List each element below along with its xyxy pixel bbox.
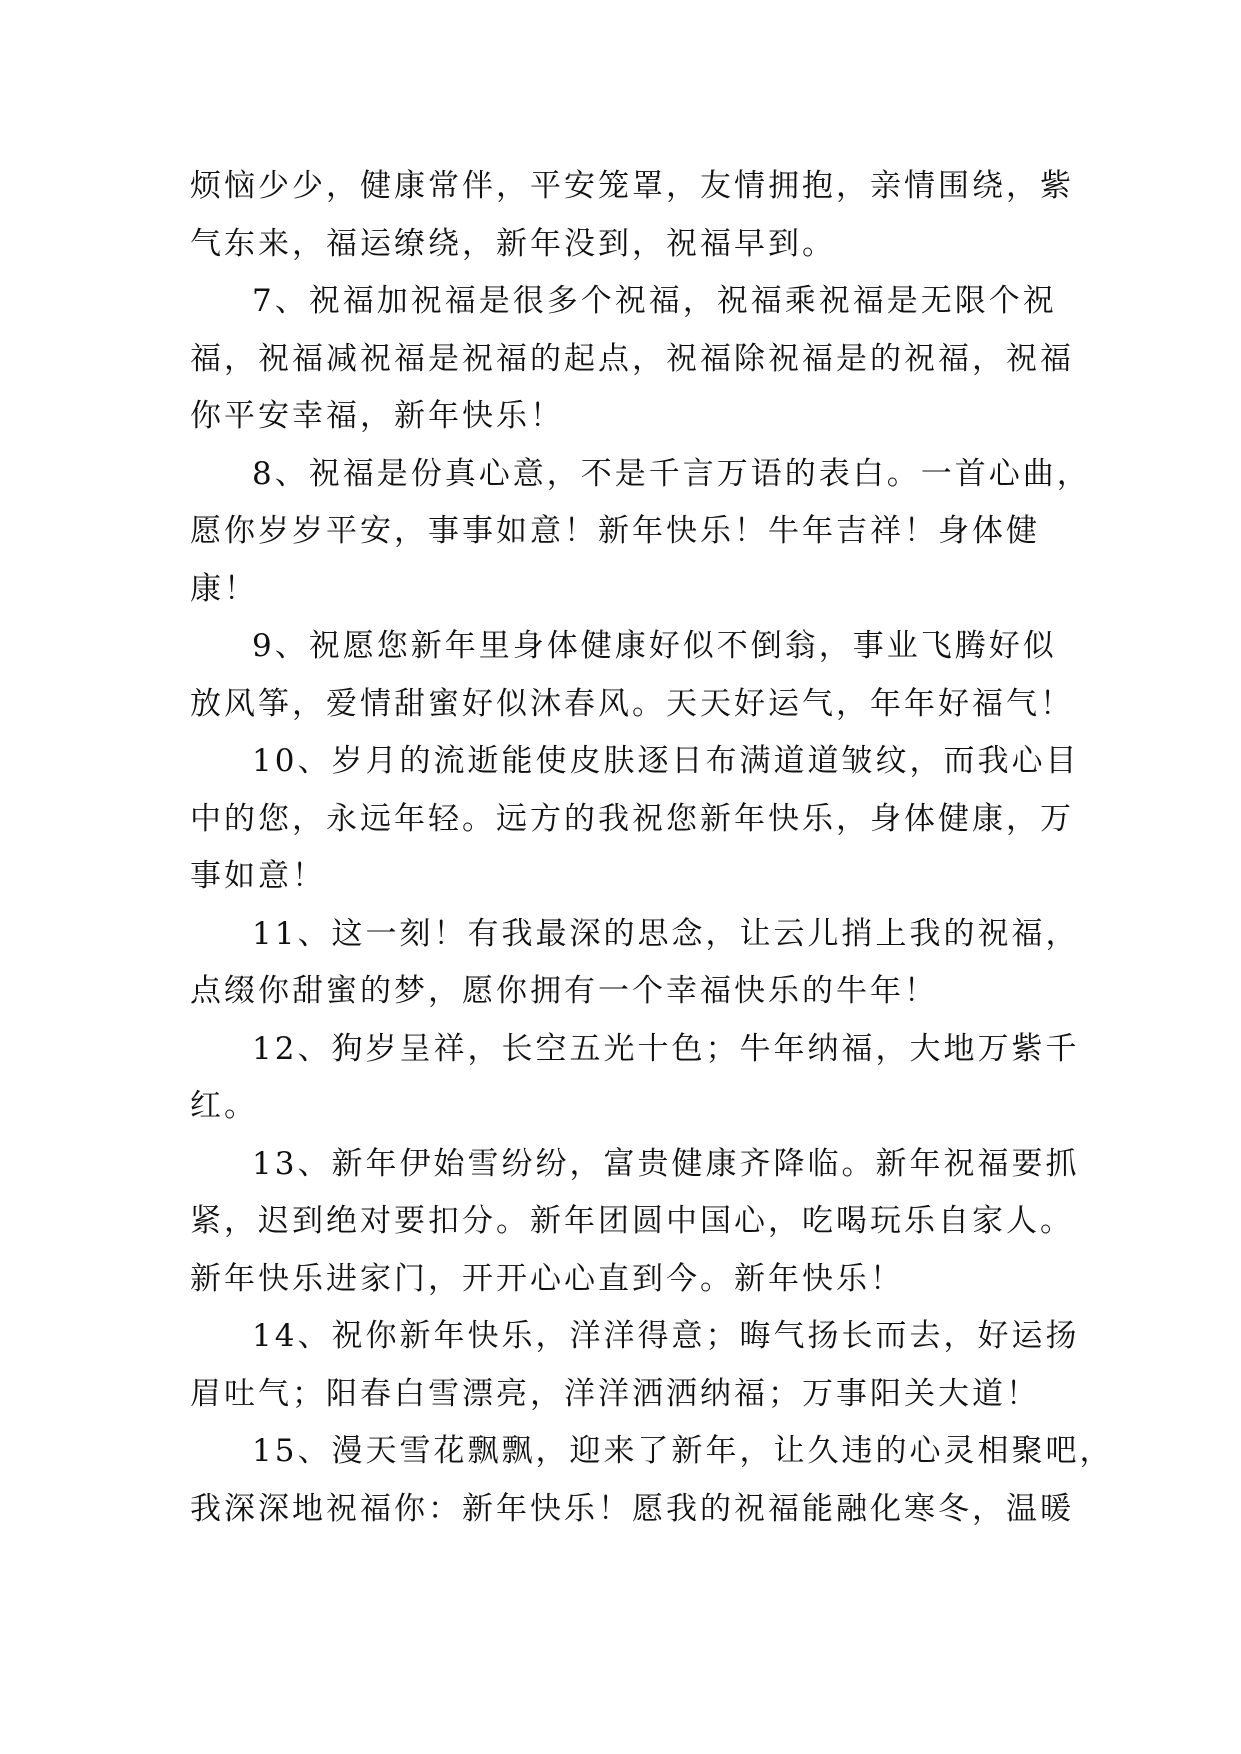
- text-line: 14、祝你新年快乐，洋洋得意；晦气扬长而去，好运扬: [252, 1318, 1080, 1354]
- text-line: 事如意！: [190, 858, 326, 894]
- text-line: 13、新年伊始雪纷纷，富贵健康齐降临。新年祝福要抓: [252, 1146, 1080, 1182]
- text-line: 紧，迟到绝对要扣分。新年团圆中国心，吃喝玩乐自家人。: [190, 1203, 1074, 1239]
- text-line: 11、这一刻！有我最深的思念，让云儿捎上我的祝福，: [252, 916, 1080, 952]
- text-line: 气东来，福运缭绕，新年没到，祝福早到。: [190, 226, 836, 262]
- text-line: 放风筝，爱情甜蜜好似沐春风。天天好运气，年年好福气！: [190, 686, 1074, 722]
- text-line: 我深深地祝福你：新年快乐！愿我的祝福能融化寒冬，温暖: [190, 1491, 1074, 1527]
- text-line: 中的您，永远年轻。远方的我祝您新年快乐，身体健康，万: [190, 801, 1074, 837]
- text-line: 烦恼少少，健康常伴，平安笼罩，友情拥抱，亲情围绕，紫: [190, 168, 1074, 204]
- text-line: 红。: [190, 1088, 258, 1124]
- text-line: 10、岁月的流逝能使皮肤逐日布满道道皱纹，而我心目: [252, 743, 1080, 779]
- text-line: 15、漫天雪花飘飘，迎来了新年，让久违的心灵相聚吧，: [252, 1433, 1114, 1469]
- text-line: 眉吐气；阳春白雪漂亮，洋洋洒洒纳福；万事阳关大道！: [190, 1376, 1040, 1412]
- text-line: 8、祝福是份真心意，不是千言万语的表白。一首心曲，: [252, 456, 1091, 492]
- text-line: 点缀你甜蜜的梦，愿你拥有一个幸福快乐的牛年！: [190, 973, 938, 1009]
- text-line: 康！: [190, 571, 258, 607]
- text-line: 愿你岁岁平安，事事如意！新年快乐！牛年吉祥！身体健: [190, 513, 1040, 549]
- text-line: 新年快乐进家门，开开心心直到今。新年快乐！: [190, 1261, 904, 1297]
- text-line: 福，祝福减祝福是祝福的起点，祝福除祝福是的祝福，祝福: [190, 341, 1074, 377]
- text-line: 12、狗岁呈祥，长空五光十色；牛年纳福，大地万紫千: [252, 1031, 1080, 1067]
- text-line: 7、祝福加祝福是很多个祝福，祝福乘祝福是无限个祝: [252, 283, 1057, 319]
- text-line: 9、祝愿您新年里身体健康好似不倒翁，事业飞腾好似: [252, 628, 1057, 664]
- text-line: 你平安幸福，新年快乐！: [190, 398, 564, 434]
